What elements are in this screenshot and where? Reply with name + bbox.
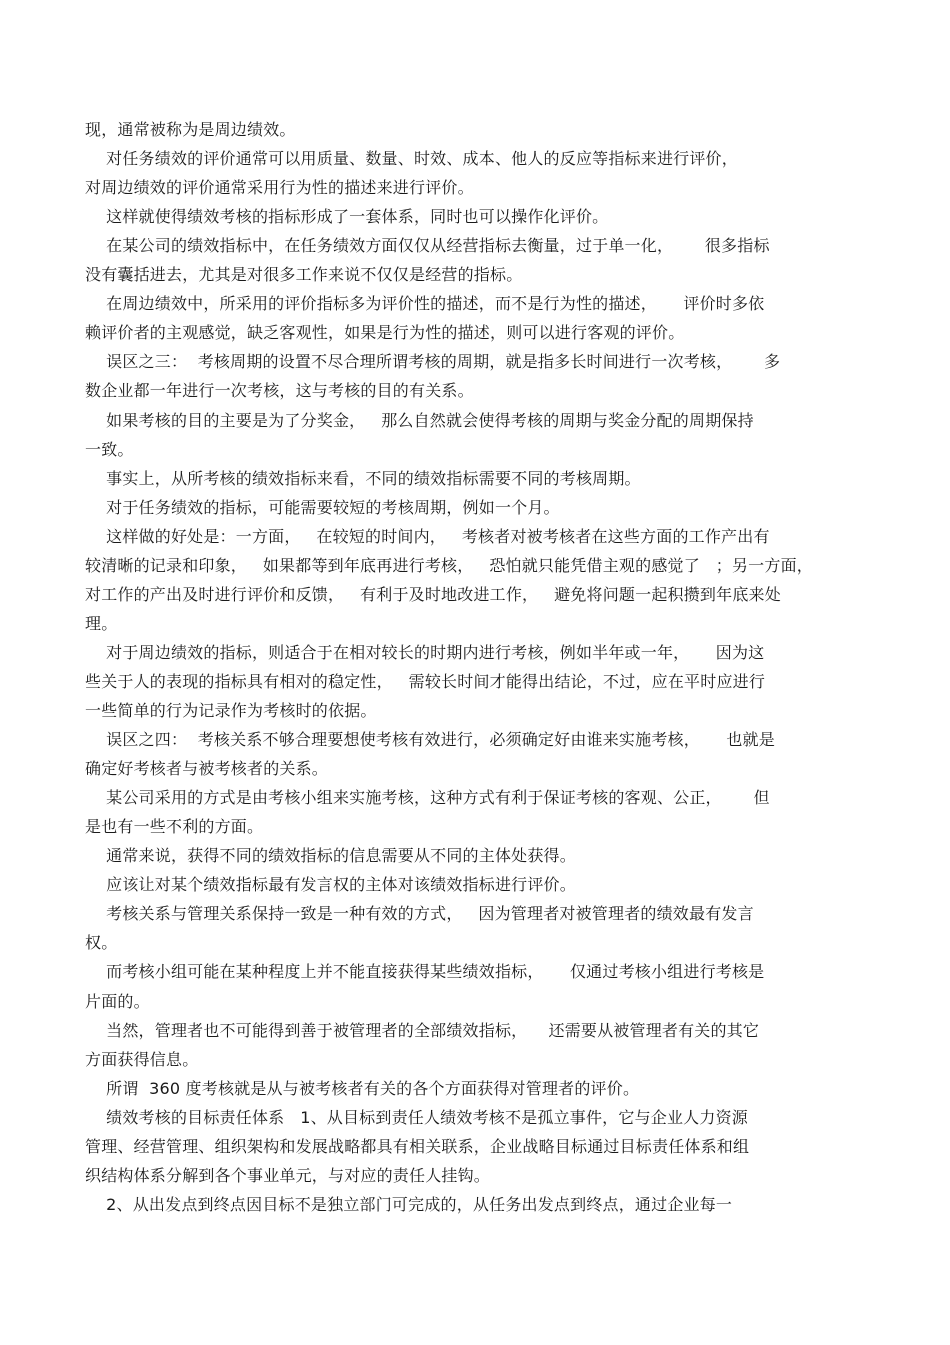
text-line: 对于任务绩效的指标，可能需要较短的考核周期，例如一个月。 bbox=[85, 497, 560, 517]
text-line: 如果考核的目的主要是为了分奖金， 那么自然就会使得考核的周期与奖金分配的周期保持 bbox=[85, 410, 754, 430]
text-line: 误区之三： 考核周期的设置不尽合理所谓考核的周期，就是指多长时间进行一次考核， 多 bbox=[85, 352, 781, 372]
text-line: 理。 bbox=[85, 613, 118, 633]
text-line: 某公司采用的方式是由考核小组来实施考核，这种方式有利于保证考核的客观、公正， 但 bbox=[85, 788, 770, 808]
text-line: 而考核小组可能在某种程度上并不能直接获得某些绩效指标， 仅通过考核小组进行考核是 bbox=[85, 962, 765, 982]
text-line: 当然，管理者也不可能得到善于被管理者的全部绩效指标， 还需要从被管理者有关的其它 bbox=[85, 1020, 760, 1040]
text-line: 些关于人的表现的指标具有相对的稳定性， 需较长时间才能得出结论，不过，应在平时应进行 bbox=[85, 671, 766, 691]
text-line: 一致。 bbox=[85, 439, 134, 459]
text-line: 对工作的产出及时进行评价和反馈， 有利于及时地改进工作， 避免将问题一起积攒到年底来处 bbox=[85, 584, 781, 604]
text-line: 现，通常被称为是周边绩效。 bbox=[85, 120, 296, 139]
text-line: 考核关系与管理关系保持一致是一种有效的方式， 因为管理者对被管理者的绩效最有发言 bbox=[85, 904, 754, 924]
text-line: 织结构体系分解到各个事业单元，与对应的责任人挂钩。 bbox=[85, 1165, 491, 1185]
text-line: 方面获得信息。 bbox=[85, 1049, 199, 1069]
text-line: 赖评价者的主观感觉，缺乏客观性，如果是行为性的描述，则可以进行客观的评价。 bbox=[85, 323, 685, 343]
text-line: 确定好考核者与被考核者的关系。 bbox=[85, 759, 329, 779]
text-line: 这样做的好处是：一方面， 在较短的时间内， 考核者对被考核者在这些方面的工作产出有 bbox=[85, 526, 770, 546]
text-line: 这样就使得绩效考核的指标形成了一套体系，同时也可以操作化评价。 bbox=[85, 207, 609, 227]
text-line: 所谓 360 度考核就是从与被考核者有关的各个方面获得对管理者的评价。 bbox=[85, 1078, 640, 1098]
text-line: 事实上，从所考核的绩效指标来看，不同的绩效指标需要不同的考核周期。 bbox=[85, 468, 641, 488]
text-line: 权。 bbox=[85, 933, 118, 953]
text-line: 片面的。 bbox=[85, 991, 150, 1011]
text-line: 对任务绩效的评价通常可以用质量、数量、时效、成本、他人的反应等指标来进行评价， bbox=[85, 149, 738, 169]
text-line: 较清晰的记录和印象， 如果都等到年底再进行考核， 恐怕就只能凭借主观的感觉了 ；另一方面， bbox=[85, 555, 813, 575]
text-line: 对周边绩效的评价通常采用行为性的描述来进行评价。 bbox=[85, 178, 474, 198]
text-line: 没有囊括进去，尤其是对很多工作来说不仅仅是经营的指标。 bbox=[85, 265, 523, 285]
text-line: 误区之四： 考核关系不够合理要想使考核有效进行，必须确定好由谁来实施考核， 也就是 bbox=[85, 730, 775, 750]
text-line: 对于周边绩效的指标，则适合于在相对较长的时期内进行考核，例如半年或一年， 因为这 bbox=[85, 642, 765, 662]
text-line: 2、从出发点到终点因目标不是独立部门可完成的，从任务出发点到终点，通过企业每一 bbox=[85, 1194, 733, 1214]
text-line: 管理、经营管理、组织架构和发展战略都具有相关联系，企业战略目标通过目标责任体系和组 bbox=[85, 1136, 750, 1156]
text-line: 数企业都一年进行一次考核，这与考核的目的有关系。 bbox=[85, 381, 474, 401]
text-line: 在周边绩效中，所采用的评价指标多为评价性的描述，而不是行为性的描述， 评价时多依 bbox=[85, 294, 765, 314]
text-line: 一些简单的行为记录作为考核时的依据。 bbox=[85, 701, 377, 720]
text-line: 是也有一些不利的方面。 bbox=[85, 817, 264, 837]
text-line: 应该让对某个绩效指标最有发言权的主体对该绩效指标进行评价。 bbox=[85, 875, 576, 895]
text-line: 通常来说，获得不同的绩效指标的信息需要从不同的主体处获得。 bbox=[85, 846, 576, 866]
text-line: 在某公司的绩效指标中，在任务绩效方面仅仅从经营指标去衡量，过于单一化， 很多指标 bbox=[85, 236, 770, 256]
text-line: 绩效考核的目标责任体系 1、从目标到责任人绩效考核不是孤立事件，它与企业人力资源 bbox=[85, 1107, 748, 1127]
